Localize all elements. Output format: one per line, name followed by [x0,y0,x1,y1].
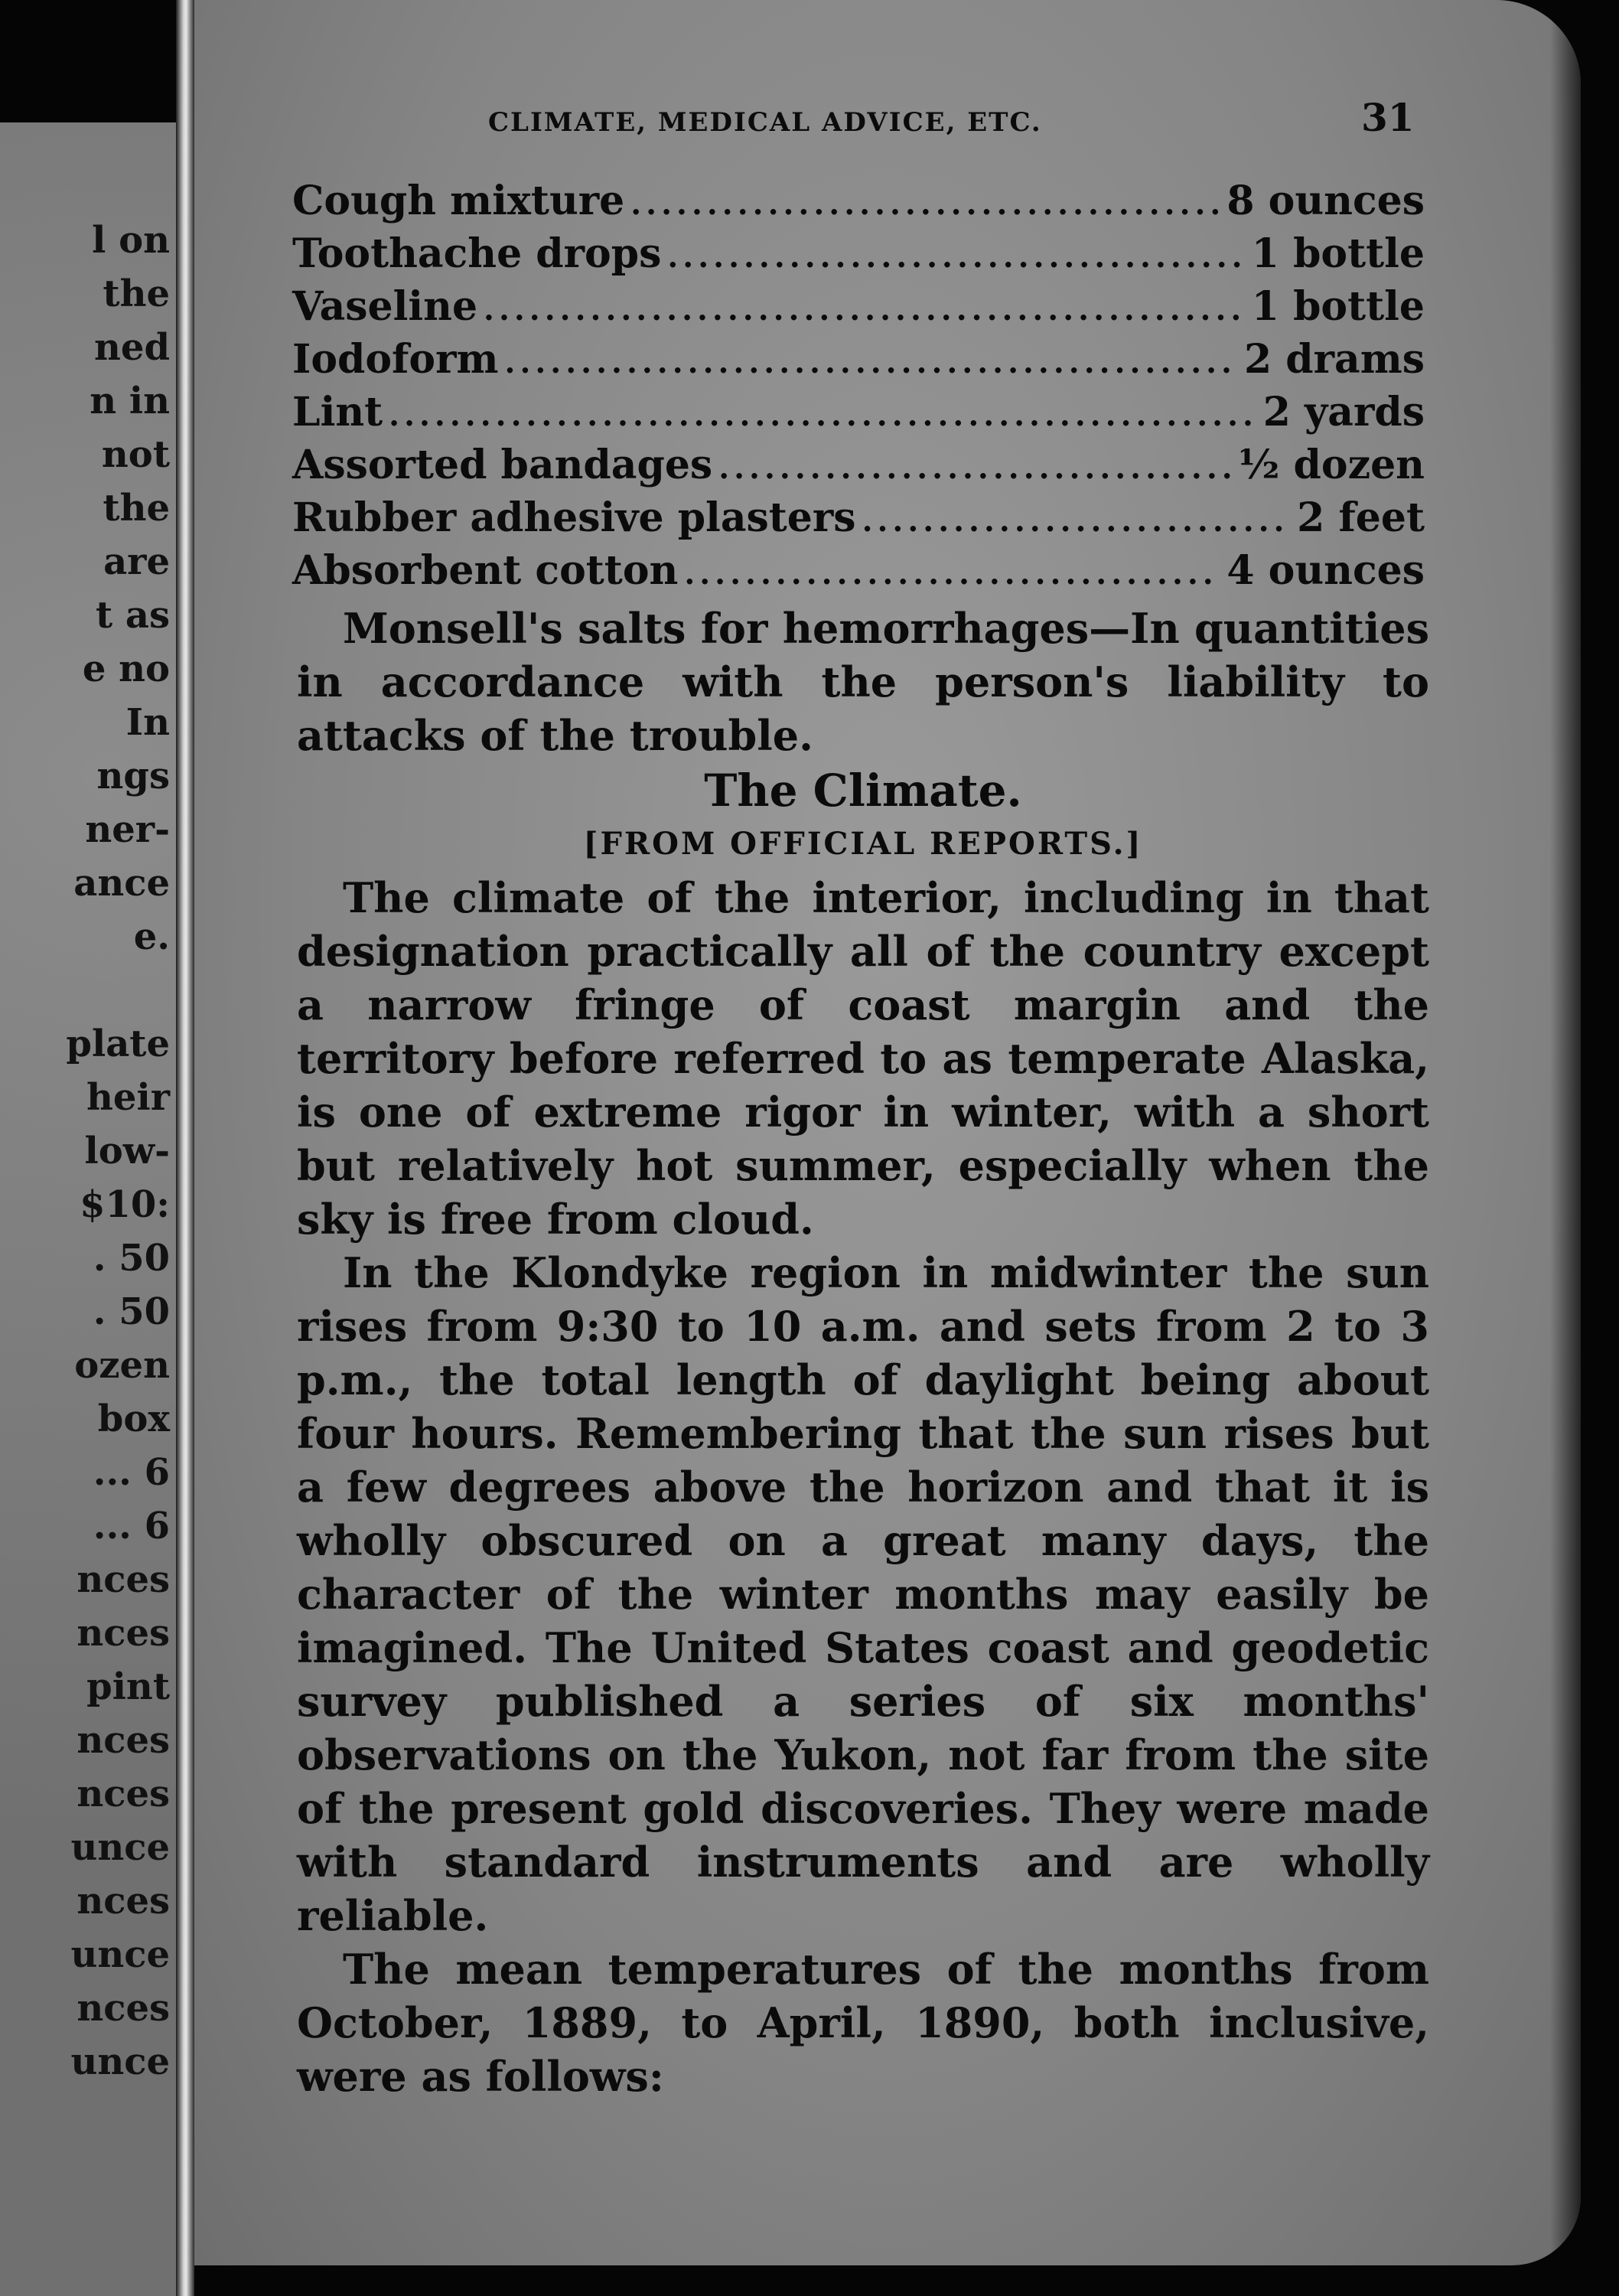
previous-page-text-fragment: nces [77,1773,170,1815]
supply-item-name: Lint [292,389,383,435]
previous-page-text-fragment: ... 6 [93,1451,170,1494]
supply-item [292,494,1425,547]
supply-item-name: Cough mixture [292,178,625,224]
supply-item-name: Absorbent cotton [292,547,679,594]
previous-page-text-fragment: In [125,701,170,744]
previous-page-text-fragment: unce [70,2040,170,2083]
section-title: The Climate. [704,765,1022,817]
supply-item [292,230,1425,283]
page-number: 31 [1361,95,1415,140]
previous-page-text-fragment: e. [133,915,170,958]
previous-page-text-fragment: nces [77,1880,170,1923]
climate-paragraph: The climate of the interior, including in that designation practically all of the country except a narrow fringe of coast margin and the territory before referred to as temperate Alaska, is one of extreme rigor in winter, with a short but relatively hot summer, especially when the sky is free from cloud. [297,873,1429,1244]
previous-page-text-fragment: t as [95,594,170,637]
supply-item-quantity: 2 feet [1297,494,1425,541]
previous-page-text-fragment: pint [86,1665,170,1708]
book-page [194,0,1581,2265]
supply-item-name: Toothache drops [292,230,662,277]
body-text [297,602,1429,2103]
dot-leader [862,503,1292,539]
dot-leader [718,450,1232,486]
dot-leader [484,292,1246,328]
supply-item-name: Assorted bandages [292,442,713,488]
previous-page-text-fragment: . 50 [93,1237,170,1280]
dot-leader [630,186,1220,222]
supply-item [292,336,1425,389]
supply-item-quantity: 2 yards [1262,389,1425,435]
supply-item-name: Rubber adhesive plasters [292,494,856,541]
previous-page-text-fragment: nces [77,1612,170,1655]
previous-page-text-fragment: are [103,540,170,583]
supply-item-quantity: 4 ounces [1226,547,1425,594]
supply-item-quantity: 1 bottle [1251,283,1425,330]
dot-leader [684,556,1220,592]
previous-page-text-fragment: nces [77,1558,170,1601]
previous-page-text-fragment: heir [86,1076,170,1119]
section-subtitle: [FROM OFFICIAL REPORTS.] [583,826,1143,862]
previous-page-text-fragment: ozen [74,1344,170,1387]
supply-item-name: Vaseline [292,283,478,330]
previous-page-text-fragment: e no [82,647,170,690]
previous-page-text-fragment: unce [70,1826,170,1869]
dot-leader [389,397,1257,433]
previous-page-text-fragment: plate [66,1022,170,1065]
previous-page-text-fragment: nces [77,1719,170,1762]
climate-paragraph: The mean temperatures of the months from October, 1889, to April, 1890, both inclusive, were as follows: [297,1945,1429,2101]
supply-item [292,547,1425,600]
supply-item [292,389,1425,442]
supply-item-quantity: ½ dozen [1238,442,1425,488]
supply-item-quantity: 2 drams [1243,336,1425,383]
previous-page-text-fragment: the [103,487,170,530]
previous-page-text-fragment: low- [84,1130,170,1172]
previous-page-text-fragment: ance [73,862,170,905]
previous-page-text-fragment: . 50 [93,1290,170,1333]
previous-page-text-fragment: l on [92,219,170,262]
supply-item-name: Iodoform [292,336,499,383]
climate-paragraph: In the Klondyke region in midwinter the sun rises from 9:30 to 10 a.m. and sets from 2 to 3 p.m., the total length of daylight being about four hours. Remembering that the sun rises but a few degrees above the horizon and that it is wholly obscured on a great many days, the character of the winter months may easily be imagined. The United States coast and geodetic survey published a series of six months' observations on the Yukon, not far from the site of the present gold discoveries. They were made with standard instruments and are wholly reliable. [297,1248,1429,1940]
monsell-salts-note: Monsell's salts for hemorrhages—In quantities in accordance with the person's liability to attacks of the trouble. [297,604,1429,760]
running-head: CLIMATE, MEDICAL ADVICE, ETC. [488,107,1042,138]
previous-page-text-fragment: the [103,272,170,315]
previous-page-text-fragment: not [101,433,170,476]
previous-page-text-fragment: ngs [96,755,170,797]
book-binding-gutter [176,0,194,2296]
previous-page-text-fragment: $10: [80,1183,170,1226]
previous-page-text-fragment: ner- [85,808,170,851]
previous-page-text-fragment: nces [77,1987,170,2030]
supply-item [292,178,1425,230]
previous-page-text-fragment: ... 6 [93,1505,170,1548]
supply-item [292,442,1425,494]
supply-item [292,283,1425,336]
previous-page-text-fragment: box [97,1397,170,1440]
previous-page-text-fragment: unce [70,1933,170,1976]
supply-item-quantity: 8 ounces [1226,178,1425,224]
dot-leader [667,239,1245,275]
medical-supply-list [292,178,1425,600]
dot-leader [505,344,1238,380]
previous-page-text-fragment: ned [94,326,170,369]
previous-page-edge [0,122,176,2296]
supply-item-quantity: 1 bottle [1251,230,1425,277]
previous-page-text-fragment: n in [90,380,170,422]
